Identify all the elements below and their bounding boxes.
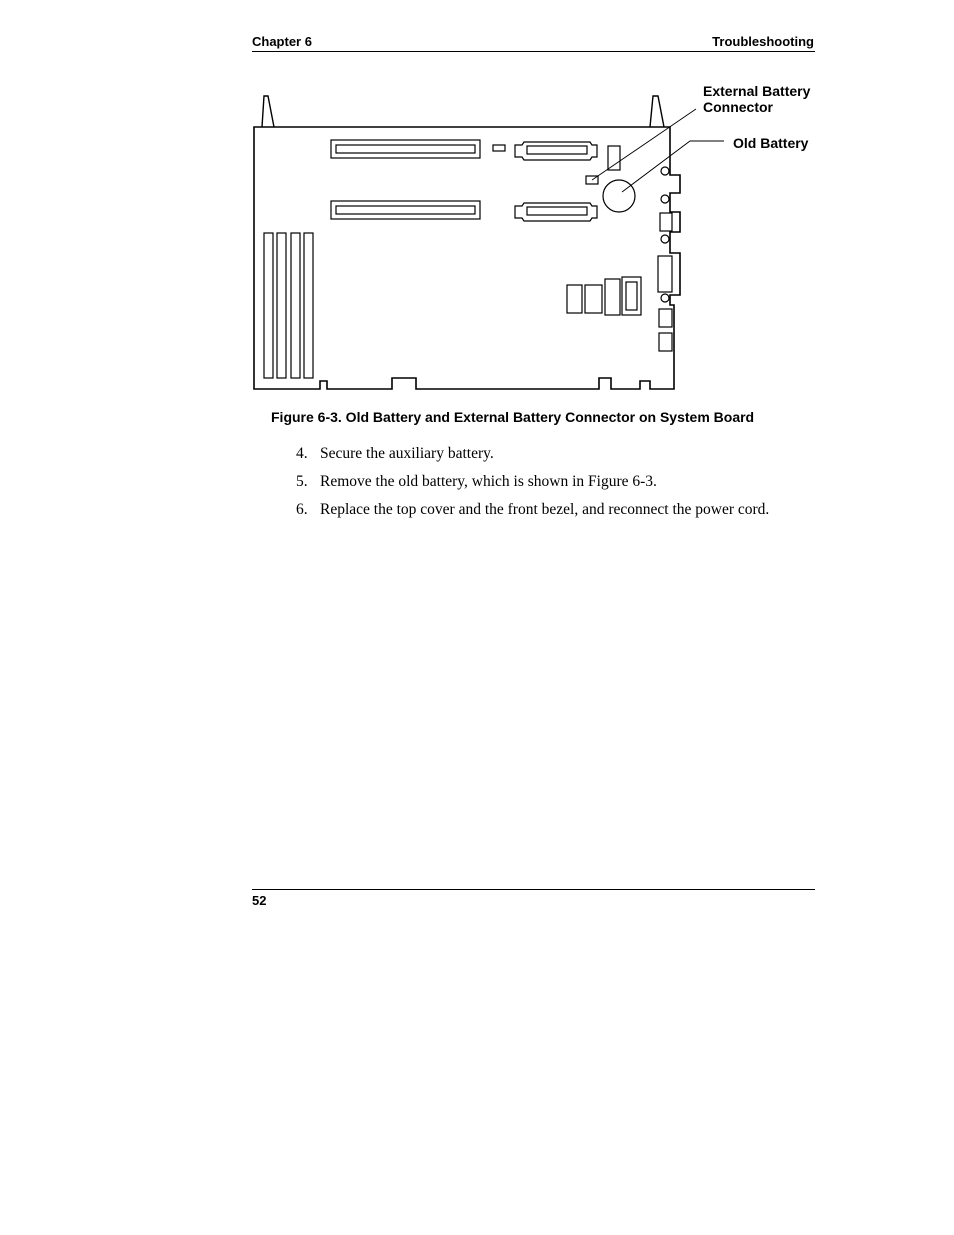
steps-list [296,445,769,529]
step-text: Secure the auxiliary battery. [320,445,494,462]
callout-old-battery: Old Battery [733,135,809,151]
chip [605,279,620,315]
jumper [493,145,505,151]
expansion-slot [331,140,480,158]
chapter-label: Chapter 6 [252,34,312,49]
io-port [659,333,672,351]
step-text: Remove the old battery, which is shown in Figure 6-3. [320,473,657,490]
system-board-figure [250,82,820,396]
right-mounting-tab [650,96,664,127]
io-port [659,309,672,327]
leader-external-battery [592,109,696,180]
step-number: 5. [296,473,308,490]
memory-slot [291,233,300,378]
io-port [658,256,672,292]
io-port [660,213,672,231]
memory-slot [304,233,313,378]
memory-slot [264,233,273,378]
left-mounting-tab [262,96,274,127]
expansion-slot-inner [336,206,475,214]
chip [622,277,641,315]
section-label: Troubleshooting [712,34,814,49]
callout-connector: Connector [703,99,773,115]
step-text: Replace the top cover and the front bezel, and reconnect the power cord. [320,501,770,518]
list-item [296,445,769,473]
memory-slot [277,233,286,378]
board-outline [254,127,680,389]
chip [608,146,620,170]
figure-caption: Figure 6-3. Old Battery and External Battery Connector on System Board [271,409,755,425]
page-footer [252,889,815,908]
page-number: 52 [252,893,267,908]
expansion-slot [331,201,480,219]
list-item [296,501,769,529]
page-header [252,33,815,52]
old-battery [603,180,635,212]
system-board-diagram [250,82,820,396]
callout-external-battery: External Battery [703,83,811,99]
list-item [296,473,769,501]
chip [567,285,582,313]
step-number: 4. [296,445,308,462]
step-number: 6. [296,501,308,518]
expansion-slot-inner [336,145,475,153]
chip [585,285,602,313]
